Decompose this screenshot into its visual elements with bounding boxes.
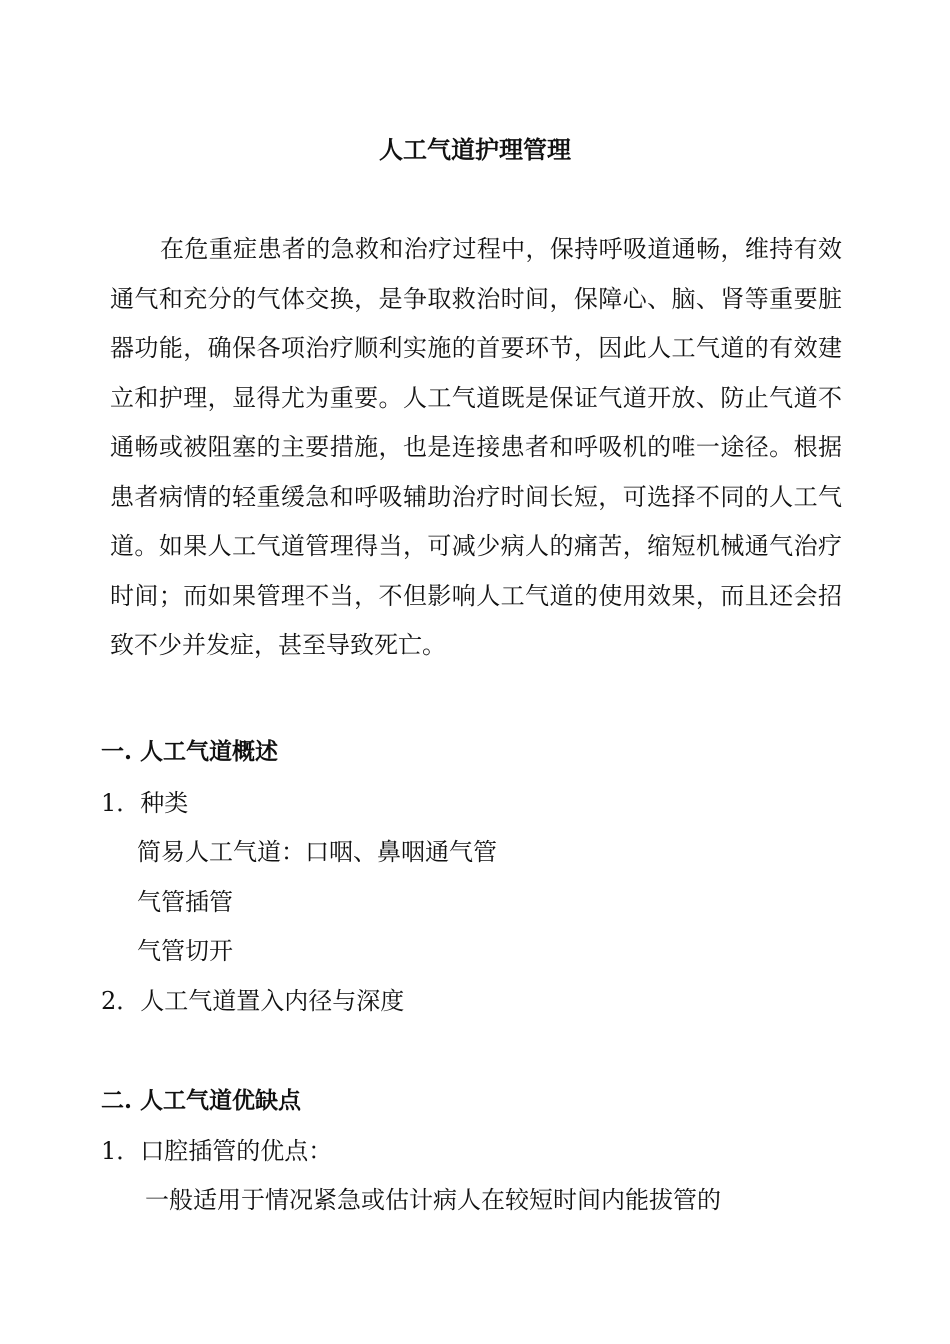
list-item-oral-intubation: 1．口腔插管的优点： [101, 1137, 333, 1165]
list-item-types: 1．种类 [101, 789, 189, 817]
list-subitem-simple-airway: 简易人工气道：口咽、鼻咽通气管 [137, 838, 497, 866]
list-subitem-intubation: 气管插管 [137, 888, 233, 916]
section-heading-overview: 一. 人工气道概述 [101, 738, 279, 765]
intro-paragraph: 在危重症患者的急救和治疗过程中，保持呼吸道通畅，维持有效通气和充分的气体交换，是争取救治时间，保障心、脑、肾等重要脏器功能，确保各项治疗顺利实施的首要环节，因此人工气道的有效建立和护理，显得尤为重要。人工气道既是保证气道开放、防止气道不通畅或被阻塞的主要措施，也是连接患者和呼吸机的唯一途径。根据患者病情的轻重缓急和呼吸辅助治疗时间长短，可选择不同的人工气道。如果人工气道管理得当，可减少病人的痛苦，缩短机械通气治疗时间；而如果管理不当，不但影响人工气道的使用效果，而且还会招致不少并发症，甚至导致死亡。 [110, 235, 842, 659]
document-title: 人工气道护理管理 [379, 135, 571, 164]
list-subitem-tracheotomy: 气管切开 [137, 937, 233, 965]
list-item-oral-intubation-text: 一般适用于情况紧急或估计病人在较短时间内能拔管的 [145, 1186, 721, 1214]
section-heading-pros-cons: 二. 人工气道优缺点 [101, 1087, 302, 1114]
list-item-diameter-depth: 2．人工气道置入内径与深度 [101, 987, 405, 1015]
